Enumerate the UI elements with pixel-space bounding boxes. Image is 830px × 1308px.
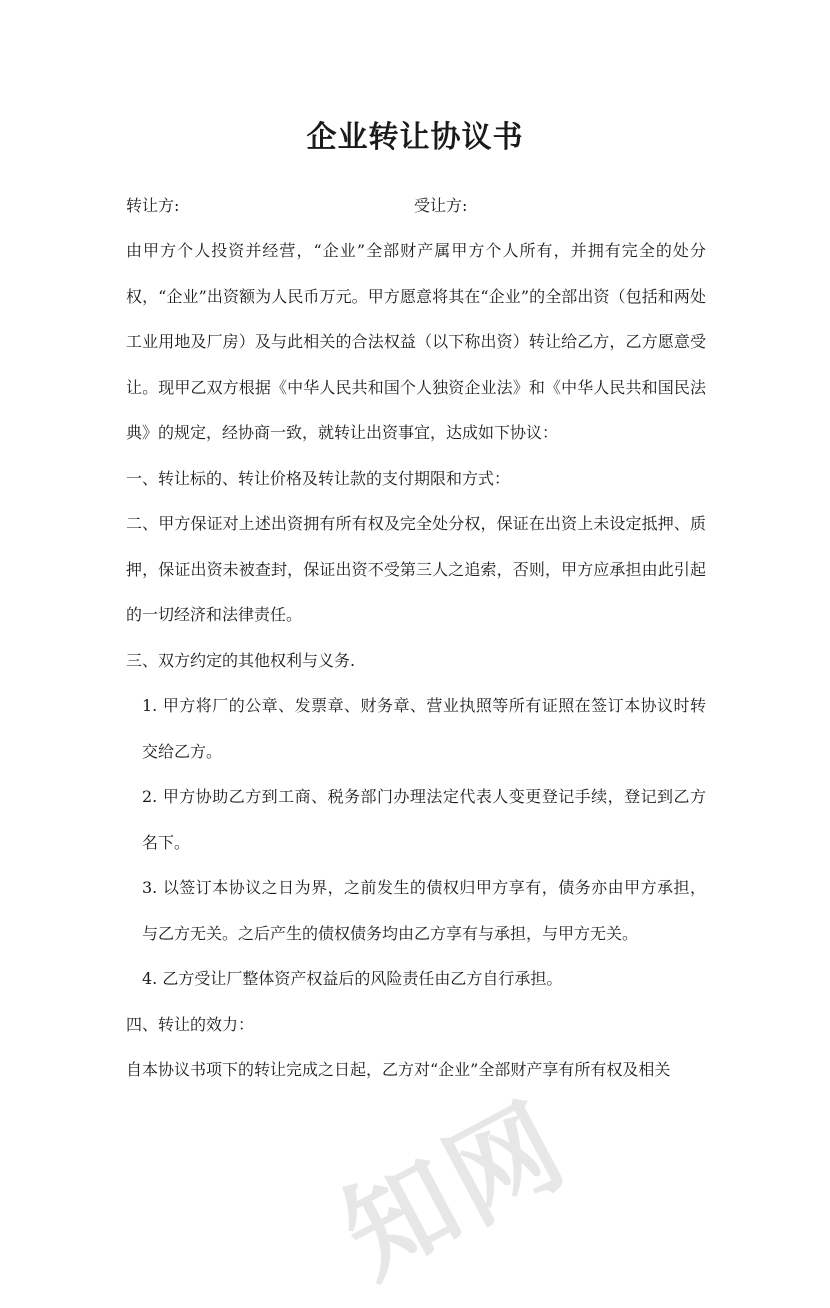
section-1-heading: 一、转让标的、转让价格及转让款的支付期限和方式： (126, 468, 511, 488)
section-4-paragraph: 自本协议书项下的转让完成之日起，乙方对“企业”全部财产享有所有权及相关 (126, 1060, 671, 1079)
preamble-paragraph: 由甲方个人投资并经营，“企业”全部财产属甲方个人所有，并拥有完全的处分权，“企业”出资额为人民币万元。甲方愿意将其在“企业”的全部出资（包括和两处工业用地及厂房）及与此相关的合法权益（以下称出资）转让给乙方，乙方愿意受让。现甲乙双方根据《中华人民共和国个人独资企业法》和《中华人民共和国民法典》的规定，经协商一致，就转让出资事宜，达成如下协议： (126, 241, 706, 442)
transferor-label: 转让方: (126, 196, 180, 215)
section-2-paragraph: 二、甲方保证对上述出资拥有所有权及完全处分权，保证在出资上未设定抵押、质押，保证出资未被查封，保证出资不受第三人之追索，否则，甲方应承担由此引起的一切经济和法律责任。 (126, 514, 706, 624)
clause-3-2: 2. 甲方协助乙方到工商、税务部门办理法定代表人变更登记手续，登记到乙方名下。 (142, 787, 706, 852)
section-4-heading: 四、转让的效力： (126, 1014, 255, 1034)
transferee-label: 受让方: (414, 196, 468, 215)
section-3-heading: 三、双方约定的其他权利与义务. (126, 650, 356, 670)
parties-line (126, 193, 726, 221)
clause-3-1: 1. 甲方将厂的公章、发票章、财务章、营业执照等所有证照在签订本协议时转交给乙方。 (142, 696, 706, 761)
clause-3-3: 3. 以签订本协议之日为界，之前发生的债权归甲方享有，债务亦由甲方承担，与乙方无关。之后产生的债权债务均由乙方享有与承担，与甲方无关。 (142, 878, 706, 943)
document-title: 企业转让协议书 (306, 120, 524, 155)
watermark-stamp: 知网 (323, 1079, 588, 1302)
agreement-body (126, 228, 706, 1093)
clause-3-4: 4. 乙方受让厂整体资产权益后的风险责任由乙方自行承担。 (142, 969, 563, 988)
